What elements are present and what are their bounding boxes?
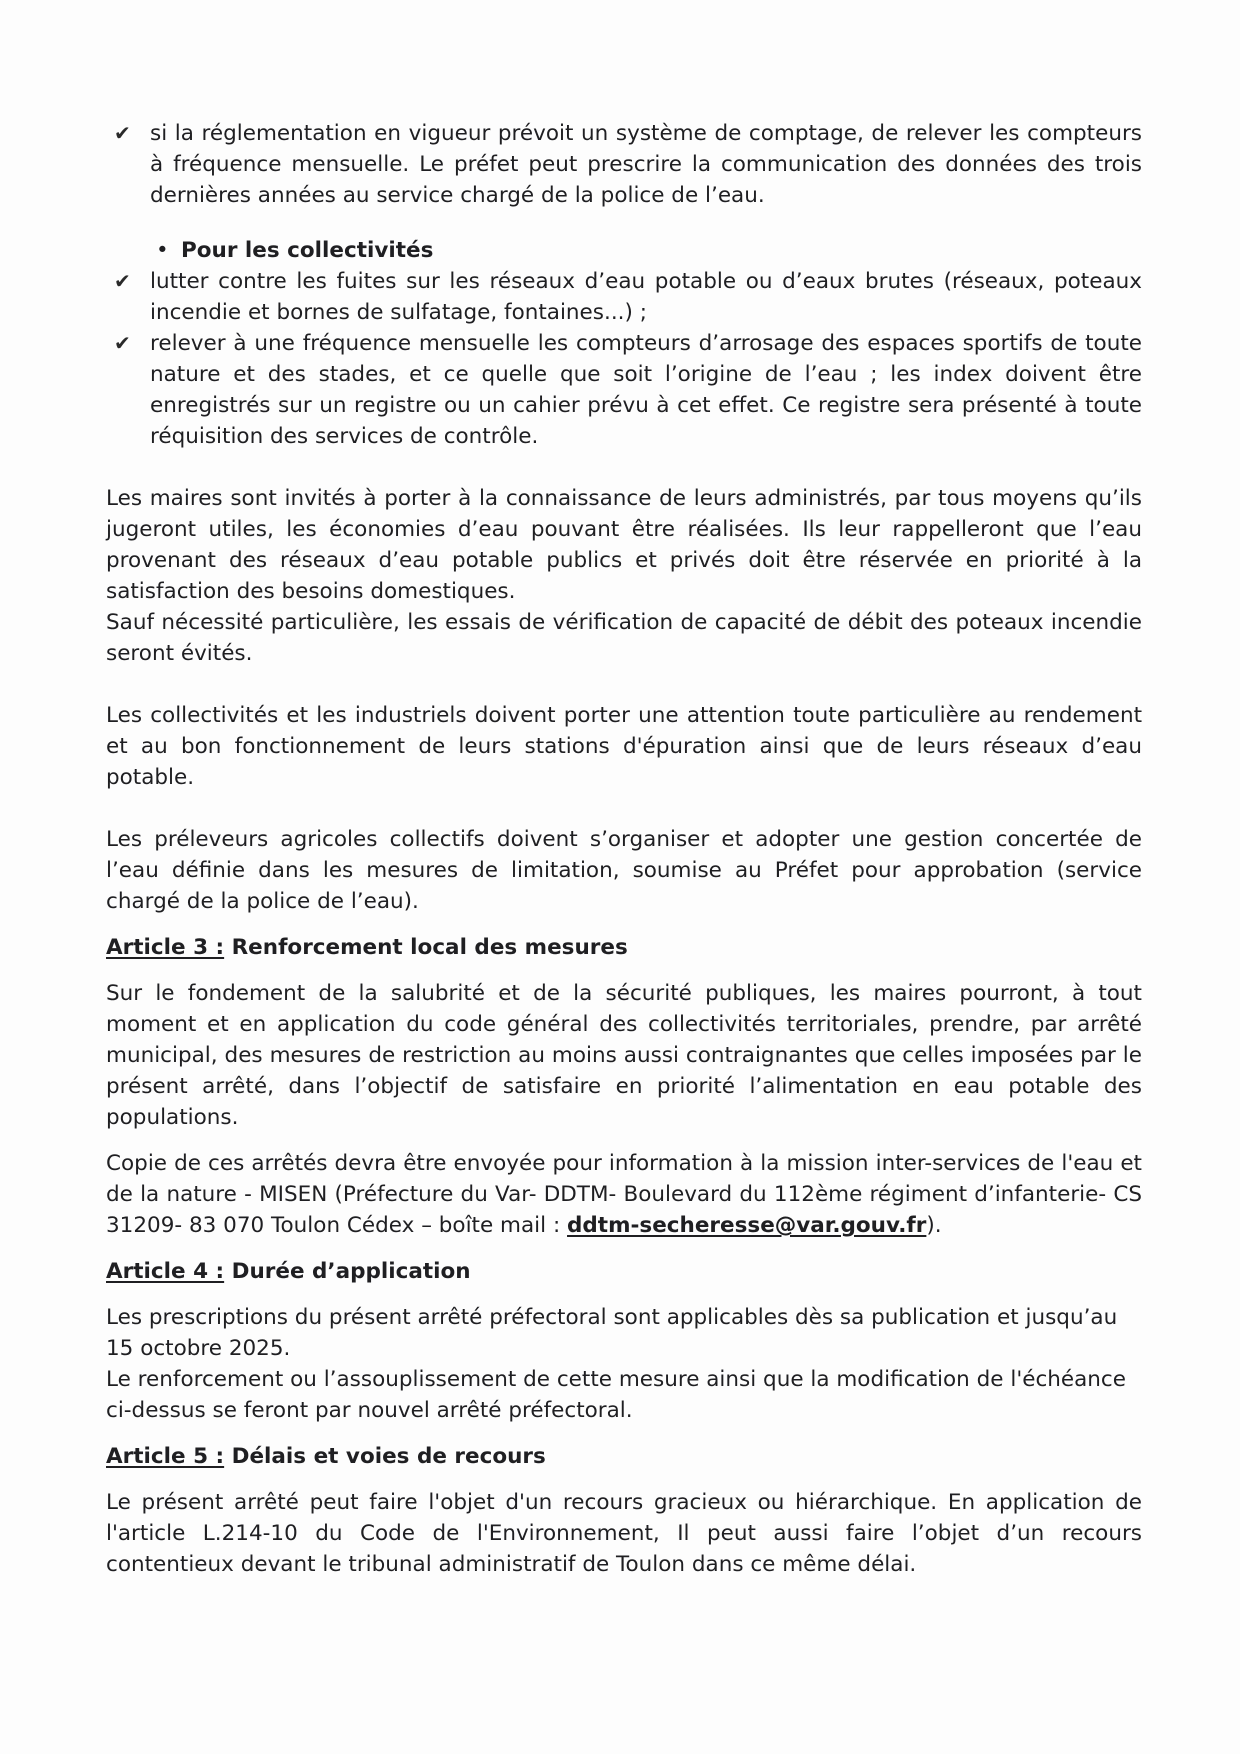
article-3-paragraph-1: Sur le fondement de la salubrité et de la sécurité publiques, les maires pourront, à tout moment et en application du code général des collectivités territoriales, prendre, par arrêté municipal, des mesures de restriction au moins aussi contraignantes que celles imposées par le présent arrêté, dans l’objectif de satisfaire en priorité l’alimentation en eau potable des populations. <box>106 981 1142 1130</box>
article-5-heading <box>106 1441 1142 1472</box>
article-3-paragraph-2-end: ). <box>926 1213 942 1238</box>
article-4-paragraph-2: Le renforcement ou l’assouplissement de cette mesure ainsi que la modification de l'échéance ci-dessus se feront par nouvel arrêté préfectoral. <box>106 1367 1126 1423</box>
checkmark-icon: ✔ <box>114 121 131 145</box>
article-4-paragraph-1: Les prescriptions du présent arrêté préfectoral sont applicables dès sa publication et jusqu’au 15 octobre 2025. <box>106 1305 1118 1361</box>
checkmark-icon: ✔ <box>114 331 131 355</box>
checklist-item-text: lutter contre les fuites sur les réseaux d’eau potable ou d’eaux brutes (réseaux, poteaux incendie et bornes de sulfatage, fontaines...) ; <box>150 269 1142 325</box>
article-5-label: Article 5 : <box>106 1444 225 1469</box>
article-3-paragraph-2-text: Copie de ces arrêtés devra être envoyée pour information à la mission inter-services de l'eau et de la nature - MISEN (Préfecture du Var- DDTM- Boulevard du 112ème régiment d’infanterie- CS 31209- 83 070 Toulon Cédex – boîte mail : <box>106 1151 1142 1238</box>
collectivites-heading-text: Pour les collectivités <box>181 238 434 263</box>
paragraph-essais: Sauf nécessité particulière, les essais de vérification de capacité de débit des poteaux incendie seront évités. <box>106 610 1142 666</box>
checkmark-icon: ✔ <box>114 269 131 293</box>
article-3-title: Renforcement local des mesures <box>231 935 628 960</box>
email-link[interactable]: ddtm-secheresse@var.gouv.fr <box>567 1213 927 1238</box>
article-3-label: Article 3 : <box>106 935 225 960</box>
collectivites-heading <box>106 235 1142 266</box>
article-3-heading <box>106 932 1142 963</box>
article-5-paragraph-1: Le présent arrêté peut faire l'objet d'un recours gracieux ou hiérarchique. En application de l'article L.214-10 du Code de l'Environnement, Il peut aussi faire l’objet d’un recours contentieux devant le tribunal administratif de Toulon dans ce même délai. <box>106 1490 1142 1577</box>
paragraph-maires: Les maires sont invités à porter à la connaissance de leurs administrés, par tous moyens qu’ils jugeront utiles, les économies d’eau pouvant être réalisées. Ils leur rappelleront que l’eau provenant des réseaux d’eau potable publics et privés doit être réservée en priorité à la satisfaction des besoins domestiques. <box>106 486 1142 604</box>
bullet-icon: • <box>156 238 169 263</box>
document-body <box>106 118 1142 1580</box>
paragraph-preleveurs: Les préleveurs agricoles collectifs doivent s’organiser et adopter une gestion concertée de l’eau définie dans les mesures de limitation, soumise au Préfet pour approbation (service chargé de la police de l’eau). <box>106 827 1142 914</box>
article-5-title: Délais et voies de recours <box>231 1444 546 1469</box>
paragraph-collectivites-industriels: Les collectivités et les industriels doivent porter une attention toute particulière au rendement et au bon fonctionnement de leurs stations d'épuration ainsi que de leurs réseaux d’eau potable. <box>106 703 1142 790</box>
article-4-heading <box>106 1256 1142 1287</box>
checklist-item <box>106 266 1142 328</box>
checklist-item <box>106 328 1142 452</box>
article-4-label: Article 4 : <box>106 1259 225 1284</box>
checklist-item-text: relever à une fréquence mensuelle les compteurs d’arrosage des espaces sportifs de toute nature et des stades, et ce quelle que soit l’origine de l’eau ; les index doivent être enregistrés sur un registre ou un cahier prévu à cet effet. Ce registre sera présenté à toute réquisition des services de contrôle. <box>150 331 1142 449</box>
article-4-title: Durée d’application <box>231 1259 471 1284</box>
article-3-paragraph-2 <box>106 1148 1142 1241</box>
checklist-item-text: si la réglementation en vigueur prévoit un système de comptage, de relever les compteurs à fréquence mensuelle. Le préfet peut prescrire la communication des données des trois dernières années au service chargé de la police de l’eau. <box>150 121 1142 208</box>
checklist-item <box>106 118 1142 211</box>
